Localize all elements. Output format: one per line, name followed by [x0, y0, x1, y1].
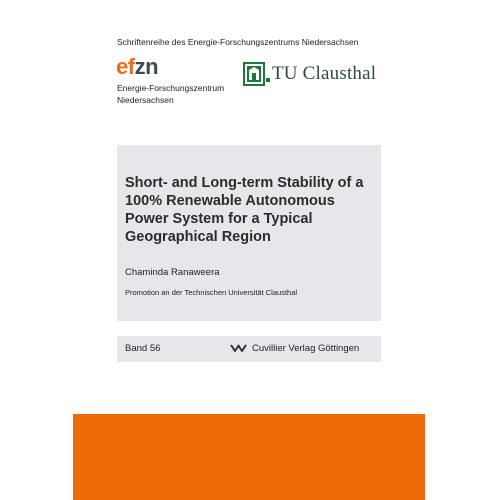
book-title: Short- and Long-term Stability of a 100% Renewable Autonomous Power System for a Typical Geographical Region — [125, 175, 364, 245]
cuvillier-logo-icon — [230, 342, 247, 354]
author-name: Chaminda Ranaweera — [125, 267, 220, 278]
efzn-subtitle-line1: Energie-Forschungszentrum — [117, 83, 225, 93]
orange-band — [73, 414, 425, 500]
publisher — [230, 342, 359, 354]
tu-clausthal-logo — [243, 62, 376, 86]
tu-square-mark — [266, 78, 270, 82]
tu-clausthal-text: TU Clausthal — [272, 63, 377, 84]
band-box — [117, 336, 381, 362]
promotion-note: Promotion an der Technischen Universität Clausthal — [125, 288, 298, 297]
band-number: Band 56 — [125, 343, 161, 354]
efzn-logo-ef: ef — [116, 54, 135, 79]
publisher-name: Cuvillier Verlag Göttingen — [252, 342, 360, 354]
efzn-logo — [116, 56, 158, 78]
efzn-subtitle — [117, 82, 224, 106]
series-title: Schriftenreihe des Energie-Forschungszentrums Niedersachsen — [117, 37, 359, 47]
tu-clausthal-emblem-icon — [243, 62, 265, 86]
efzn-subtitle-line2: Niedersachsen — [117, 95, 174, 105]
efzn-logo-zn: zn — [134, 54, 159, 79]
title-box — [117, 145, 381, 321]
